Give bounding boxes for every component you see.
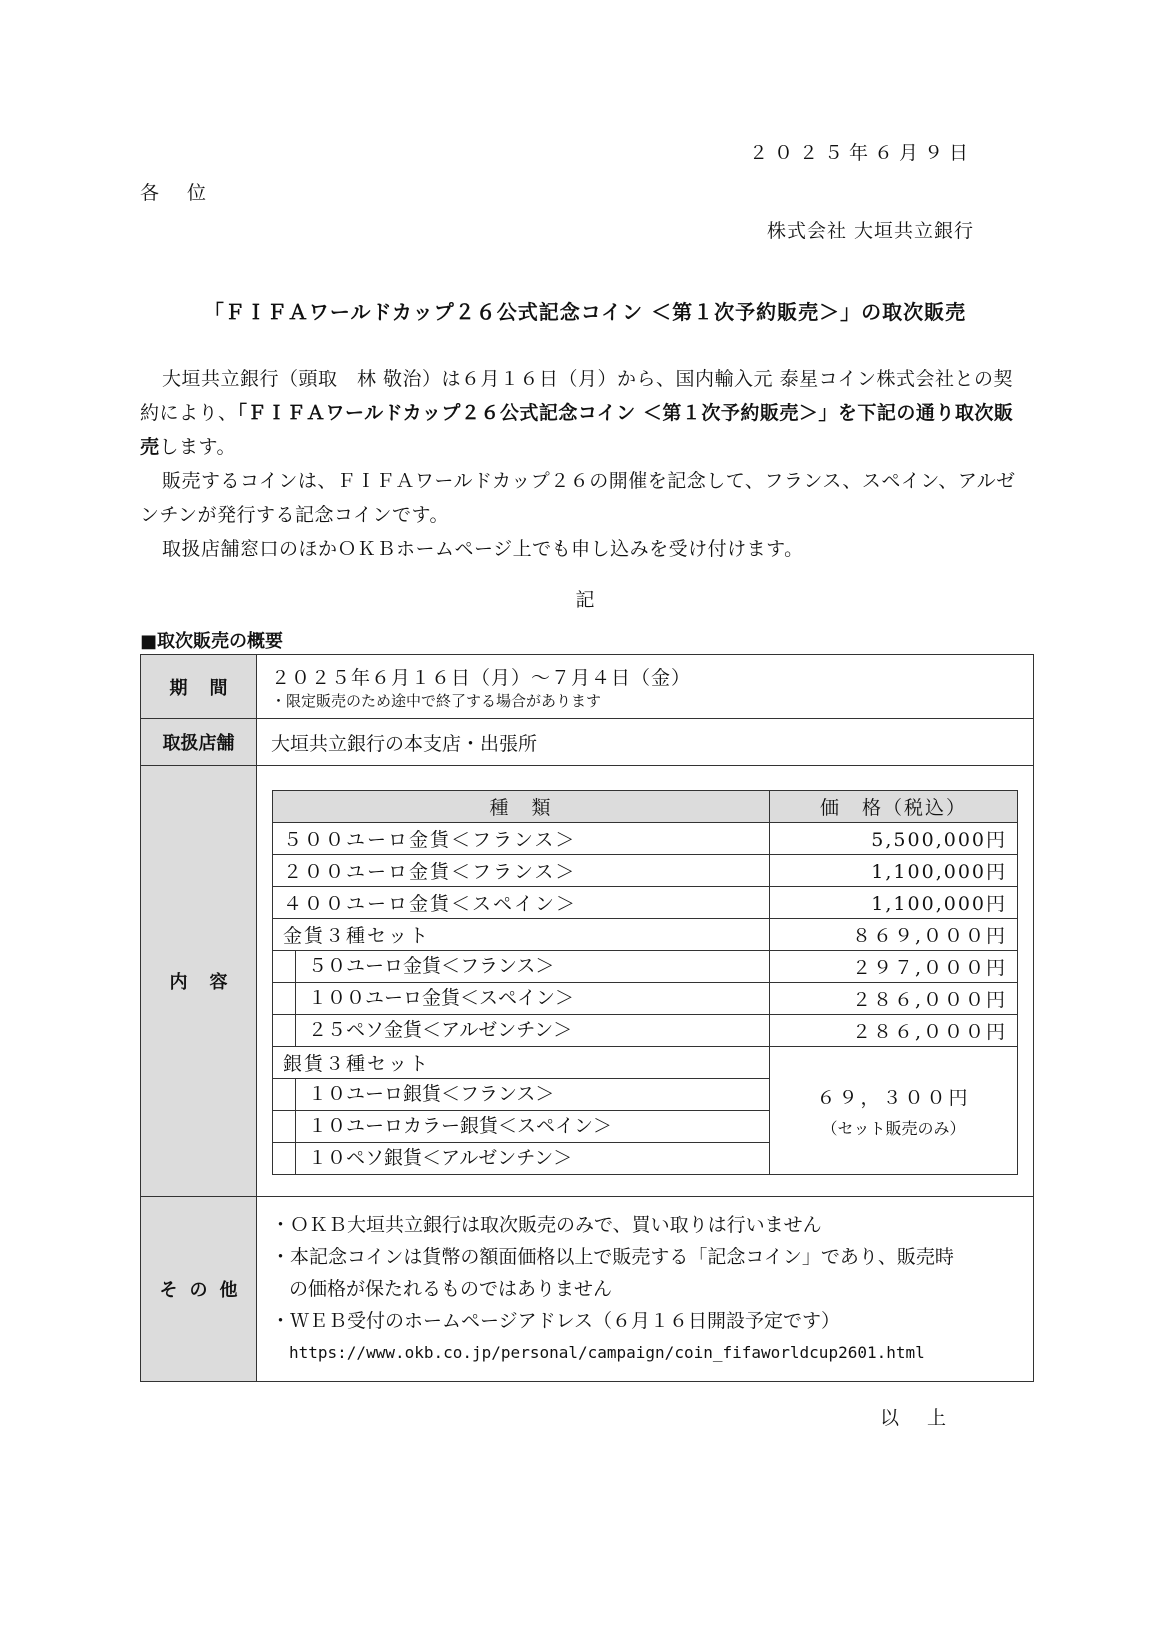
stores-row [141,719,1034,766]
period-row [141,655,1034,719]
coin-price: 5,500,000円 [770,823,1018,855]
other-label: その他 [141,1197,257,1382]
body-text [140,362,1030,566]
other-item-1: ・ＯＫＢ大垣共立銀行は取次販売のみで、買い取りは行いません [271,1214,822,1236]
gold-item-price: ２８６,０００円 [770,983,1018,1015]
paragraph-1-text: 大垣共立銀行（頭取 林 敬治）は６月１６日（月）から、国内輸入元 泰星コイン株式会社との契約により、 [140,368,1014,424]
silver-item-name: １０ユーロカラー銀貨＜スペイン＞ [295,1111,769,1142]
other-list [271,1197,1019,1381]
issuer-company: 株式会社 大垣共立銀行 [766,220,974,242]
other-item-2: ・本記念コインは貨幣の額面価格以上で販売する「記念コイン」であり、販売時 [271,1246,954,1268]
addressee: 各位 [140,182,235,204]
coin-price: 1,100,000円 [770,887,1018,919]
silver-set-note: （セット販売のみ） [821,1118,966,1138]
paragraph-1-tail: します。 [159,436,236,458]
web-url-link[interactable]: https://www.okb.co.jp/personal/campaign/coin_fifaworldcup2601.html [289,1343,925,1362]
other-item-2-cont: の価格が保たれるものではありません [289,1278,613,1300]
document-date: ２０２５年６月９日 [748,142,974,164]
col-price: 価 格（税込） [770,791,1018,823]
stores-value: 大垣共立銀行の本支店・出張所 [257,719,1034,766]
contents-cell [257,766,1034,1197]
gold-set-item [273,983,1018,1015]
stores-label: 取扱店舗 [141,719,257,766]
coin-price: 1,100,000円 [770,855,1018,887]
gold-item-price: ２９７,０００円 [770,951,1018,983]
gold-item-price: ２８６,０００円 [770,1015,1018,1047]
silver-item-name: １０ユーロ銀貨＜フランス＞ [295,1079,769,1110]
paragraph-1 [140,362,1030,464]
summary-table [140,654,1034,1382]
coin-row [273,887,1018,919]
paragraph-3: 取扱店舗窓口のほかＯＫＢホームページ上でも申し込みを受け付けます。 [162,538,804,560]
document-title: 「ＦＩＦＡワールドカップ２６公式記念コイン ＜第１次予約販売＞」の取次販売 [203,300,967,324]
coin-name: ５００ユーロ金貨＜フランス＞ [273,823,770,855]
contents-row [141,766,1034,1197]
closing-mark: 以上 [879,1407,974,1429]
silver-set-price-cell [770,1047,1018,1175]
period-note: ・限定販売のため途中で終了する場合があります [271,691,602,710]
coin-name: ４００ユーロ金貨＜スペイン＞ [273,887,770,919]
gold-set-price: ８６９,０００円 [770,919,1018,951]
gold-set-row [273,919,1018,951]
period-value: ２０２５年６月１６日（月）～７月４日（金） [271,666,692,689]
gold-item-name: １００ユーロ金貨＜スペイン＞ [295,983,769,1014]
period-cell [257,655,1034,719]
silver-set-price: ６９，３００円 [816,1086,971,1109]
coin-row [273,855,1018,887]
other-item-3: ・ＷＥＢ受付のホームページアドレス（６月１６日開設予定です） [271,1310,841,1332]
ki-marker: 記 [575,589,595,611]
other-cell [257,1197,1034,1382]
gold-set-name: 金貨３種セット [273,919,770,951]
gold-item-name: ２５ペソ金貨＜アルゼンチン＞ [295,1015,769,1046]
gold-set-item [273,1015,1018,1047]
silver-set-row [273,1047,1018,1079]
other-row [141,1197,1034,1382]
coin-table [272,790,1018,1175]
contents-label: 内容 [141,766,257,1197]
col-type: 種 類 [273,791,770,823]
coin-row [273,823,1018,855]
coin-name: ２００ユーロ金貨＜フランス＞ [273,855,770,887]
gold-item-name: ５０ユーロ金貨＜フランス＞ [295,951,769,982]
period-label: 期間 [141,655,257,719]
gold-set-item [273,951,1018,983]
paragraph-1-bold: 「ＦＩＦＡワールドカップ２６公式記念コイン ＜第１次予約販売＞」を下記の通り取次販売 [140,402,1014,458]
section-heading: ■取次販売の概要 [140,631,284,652]
coin-table-header [273,791,1018,823]
silver-set-name: 銀貨３種セット [273,1047,770,1079]
paragraph-2: 販売するコインは、ＦＩＦＡワールドカップ２６の開催を記念して、フランス、スペイン、アルゼンチンが発行する記念コインです。 [140,470,1016,526]
silver-item-name: １０ペソ銀貨＜アルゼンチン＞ [295,1143,769,1174]
